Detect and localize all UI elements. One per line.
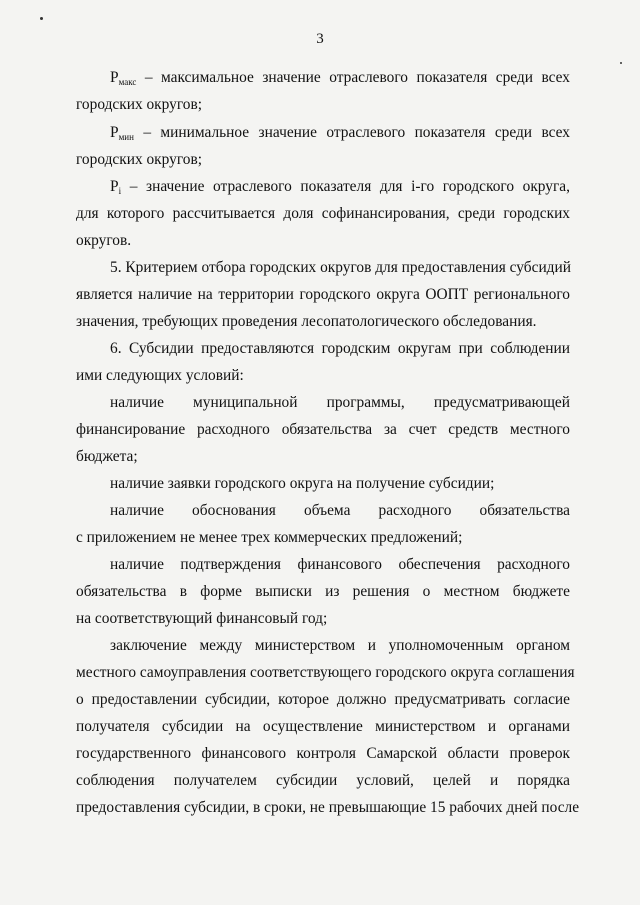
- definition-text: – минимальное значение отраслевого показателя среди всех: [133, 124, 570, 141]
- symbol: P: [110, 124, 119, 141]
- scan-speck: [620, 62, 622, 64]
- paragraph-line: является наличие на территории городского округа ООПТ регионального: [76, 286, 570, 303]
- paragraph-line: на соответствующий финансовый год;: [76, 610, 328, 627]
- scan-speck: [40, 17, 43, 20]
- page-number: 3: [316, 31, 324, 47]
- paragraph-line: наличие обоснования объема расходного обязательства: [110, 502, 570, 519]
- definition-pi-line2: для которого рассчитывается доля софинансирования, среди городских: [76, 205, 570, 222]
- paragraph-line: 6. Субсидии предоставляются городским округам при соблюдении: [110, 340, 570, 357]
- definition-pi-line1: [110, 177, 570, 197]
- definition-text: – значение отраслевого показателя для i-го городского округа,: [121, 178, 570, 195]
- paragraph-line: наличие подтверждения финансового обеспечения расходного: [110, 556, 570, 573]
- paragraph-line: наличие муниципальной программы, предусматривающей: [110, 394, 570, 411]
- paragraph-line: бюджета;: [76, 448, 138, 465]
- paragraph-line: с приложением не менее трех коммерческих предложений;: [76, 529, 463, 546]
- definition-text: – максимальное значение отраслевого показателя среди всех: [136, 69, 570, 86]
- paragraph-line: государственного финансового контроля Самарской области проверок: [76, 745, 570, 762]
- paragraph-line: значения, требующих проведения лесопатологического обследования.: [76, 313, 537, 330]
- definition-pmax-line2: городских округов;: [76, 96, 203, 113]
- paragraph-line: ими следующих условий:: [76, 367, 244, 384]
- subscript: мин: [118, 132, 134, 142]
- definition-pi-line3: округов.: [76, 232, 132, 249]
- paragraph-line: местного самоуправления соответствующего городского округа соглашения: [76, 664, 575, 681]
- paragraph-line: заключение между министерством и уполномоченным органом: [110, 637, 570, 654]
- paragraph-line: о предоставлении субсидии, которое должно предусматривать согласие: [76, 691, 570, 708]
- paragraph-line: 5. Критерием отбора городских округов для предоставления субсидий: [110, 259, 571, 276]
- subscript: макс: [118, 77, 137, 87]
- definition-pmax-line1: [110, 68, 570, 88]
- paragraph-line: предоставления субсидии, в сроки, не превышающие 15 рабочих дней после: [76, 799, 580, 816]
- paragraph-line: обязательства в форме выписки из решения о местном бюджете: [76, 583, 570, 600]
- paragraph-line: получателя субсидии на осуществление министерством и органами: [76, 718, 570, 735]
- paragraph-line: соблюдения получателем субсидии условий, целей и порядка: [76, 772, 570, 789]
- paragraph-line: финансирование расходного обязательства за счет средств местного: [76, 421, 570, 438]
- symbol: P: [110, 178, 119, 195]
- paragraph-line: наличие заявки городского округа на получение субсидии;: [110, 475, 495, 492]
- symbol: P: [110, 69, 119, 86]
- subscript: i: [118, 186, 122, 196]
- definition-pmin-line2: городских округов;: [76, 151, 203, 168]
- definition-pmin-line1: [110, 123, 570, 143]
